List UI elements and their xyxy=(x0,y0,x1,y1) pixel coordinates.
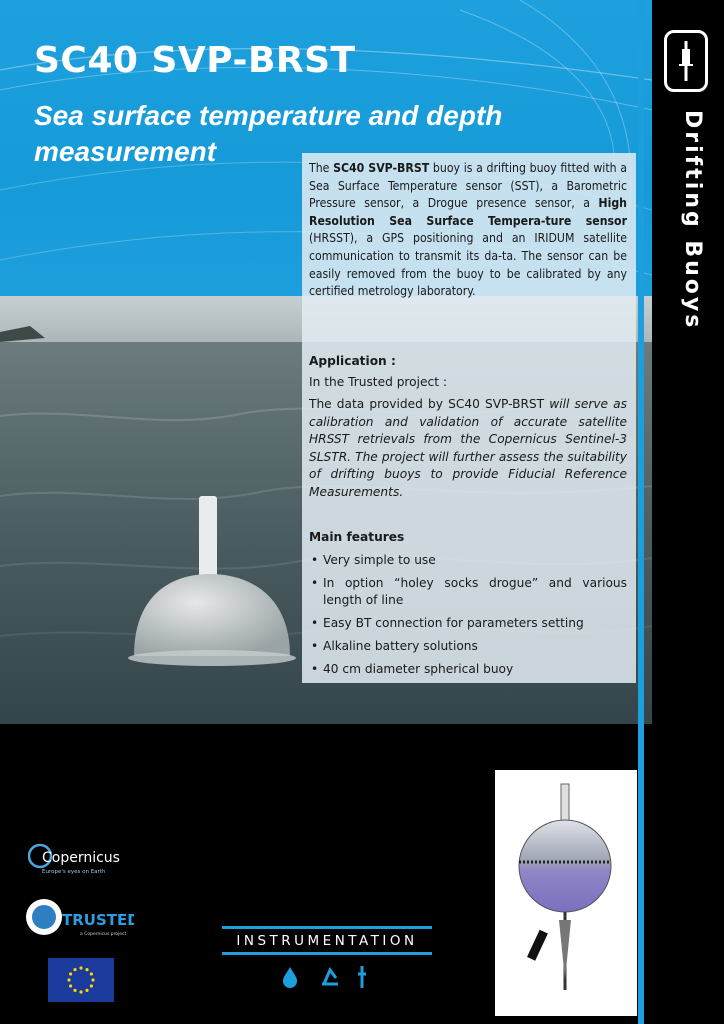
buoy-diagram xyxy=(495,770,637,1016)
divider xyxy=(222,952,432,955)
instrumentation-label: INSTRUMENTATION xyxy=(236,933,418,949)
features-heading: Main features xyxy=(309,530,405,544)
product-name-bold: SC40 SVP-BRST xyxy=(333,161,430,175)
instrumentation-banner xyxy=(222,926,432,955)
description-block xyxy=(309,160,627,301)
svg-text:Copernicus: Copernicus xyxy=(42,850,120,866)
product-title: SC40 SVP-BRST xyxy=(34,40,356,81)
buoy-antenna xyxy=(199,496,217,580)
list-item: • In option “holey socks drogue” and various length of line xyxy=(309,575,627,609)
product-subtitle: Sea surface temperature and depth measurement xyxy=(34,100,503,167)
hrsst-bold: High Resolution Sea Surface Tempera-ture sensor xyxy=(309,196,627,228)
svg-text:Europe's eyes on Earth: Europe's eyes on Earth xyxy=(42,869,106,875)
application-paragraph: The data provided by SC40 SVP-BRST will serve as calibration and validation of accurate satellite HRSST retrievals from the Copernicus Sentinel-3 SLSTR. The project will further assess the suitability of drifting buoys to provide Fiducial Reference Measurements. xyxy=(309,397,628,499)
list-item: • 40 cm diameter spherical buoy xyxy=(309,661,627,678)
svg-text:TRUSTED: TRUSTED xyxy=(62,911,134,929)
trusted-logo xyxy=(22,895,134,943)
buoy-small-icon xyxy=(358,966,366,988)
description-paragraph: The SC40 SVP-BRST buoy is a drifting buoy fitted with a Sea Surface Temperature sensor (SST), a Barometric Pressure sensor, a Drogue presence sensor, a High Resolution Sea Surface Tempera-ture sensor (HRSST), a GPS positioning and an IRIDUM satellite communication to transmit its da-ta. The sensor can be easily removed from the buoy to be calibrated by any certified metrology laboratory. xyxy=(309,161,627,299)
eu-flag xyxy=(48,958,114,1002)
features-list xyxy=(309,552,627,684)
category-title: Drifting Buoys xyxy=(680,110,705,331)
application-project-line: In the Trusted project : xyxy=(309,375,447,389)
list-item: • Alkaline battery solutions xyxy=(309,638,627,655)
copernicus-logo xyxy=(28,838,128,878)
list-item: • Easy BT connection for parameters setting xyxy=(309,615,627,632)
wave-gauge-icon xyxy=(322,970,338,984)
accent-rule xyxy=(638,0,644,1024)
svg-text:a Copernicus project: a Copernicus project xyxy=(80,932,127,937)
application-heading: Application : xyxy=(309,354,396,368)
water-drop-icon xyxy=(283,967,297,988)
instrumentation-icons xyxy=(280,964,380,990)
buoy-icon xyxy=(664,30,708,92)
list-item: • Very simple to use xyxy=(309,552,627,569)
